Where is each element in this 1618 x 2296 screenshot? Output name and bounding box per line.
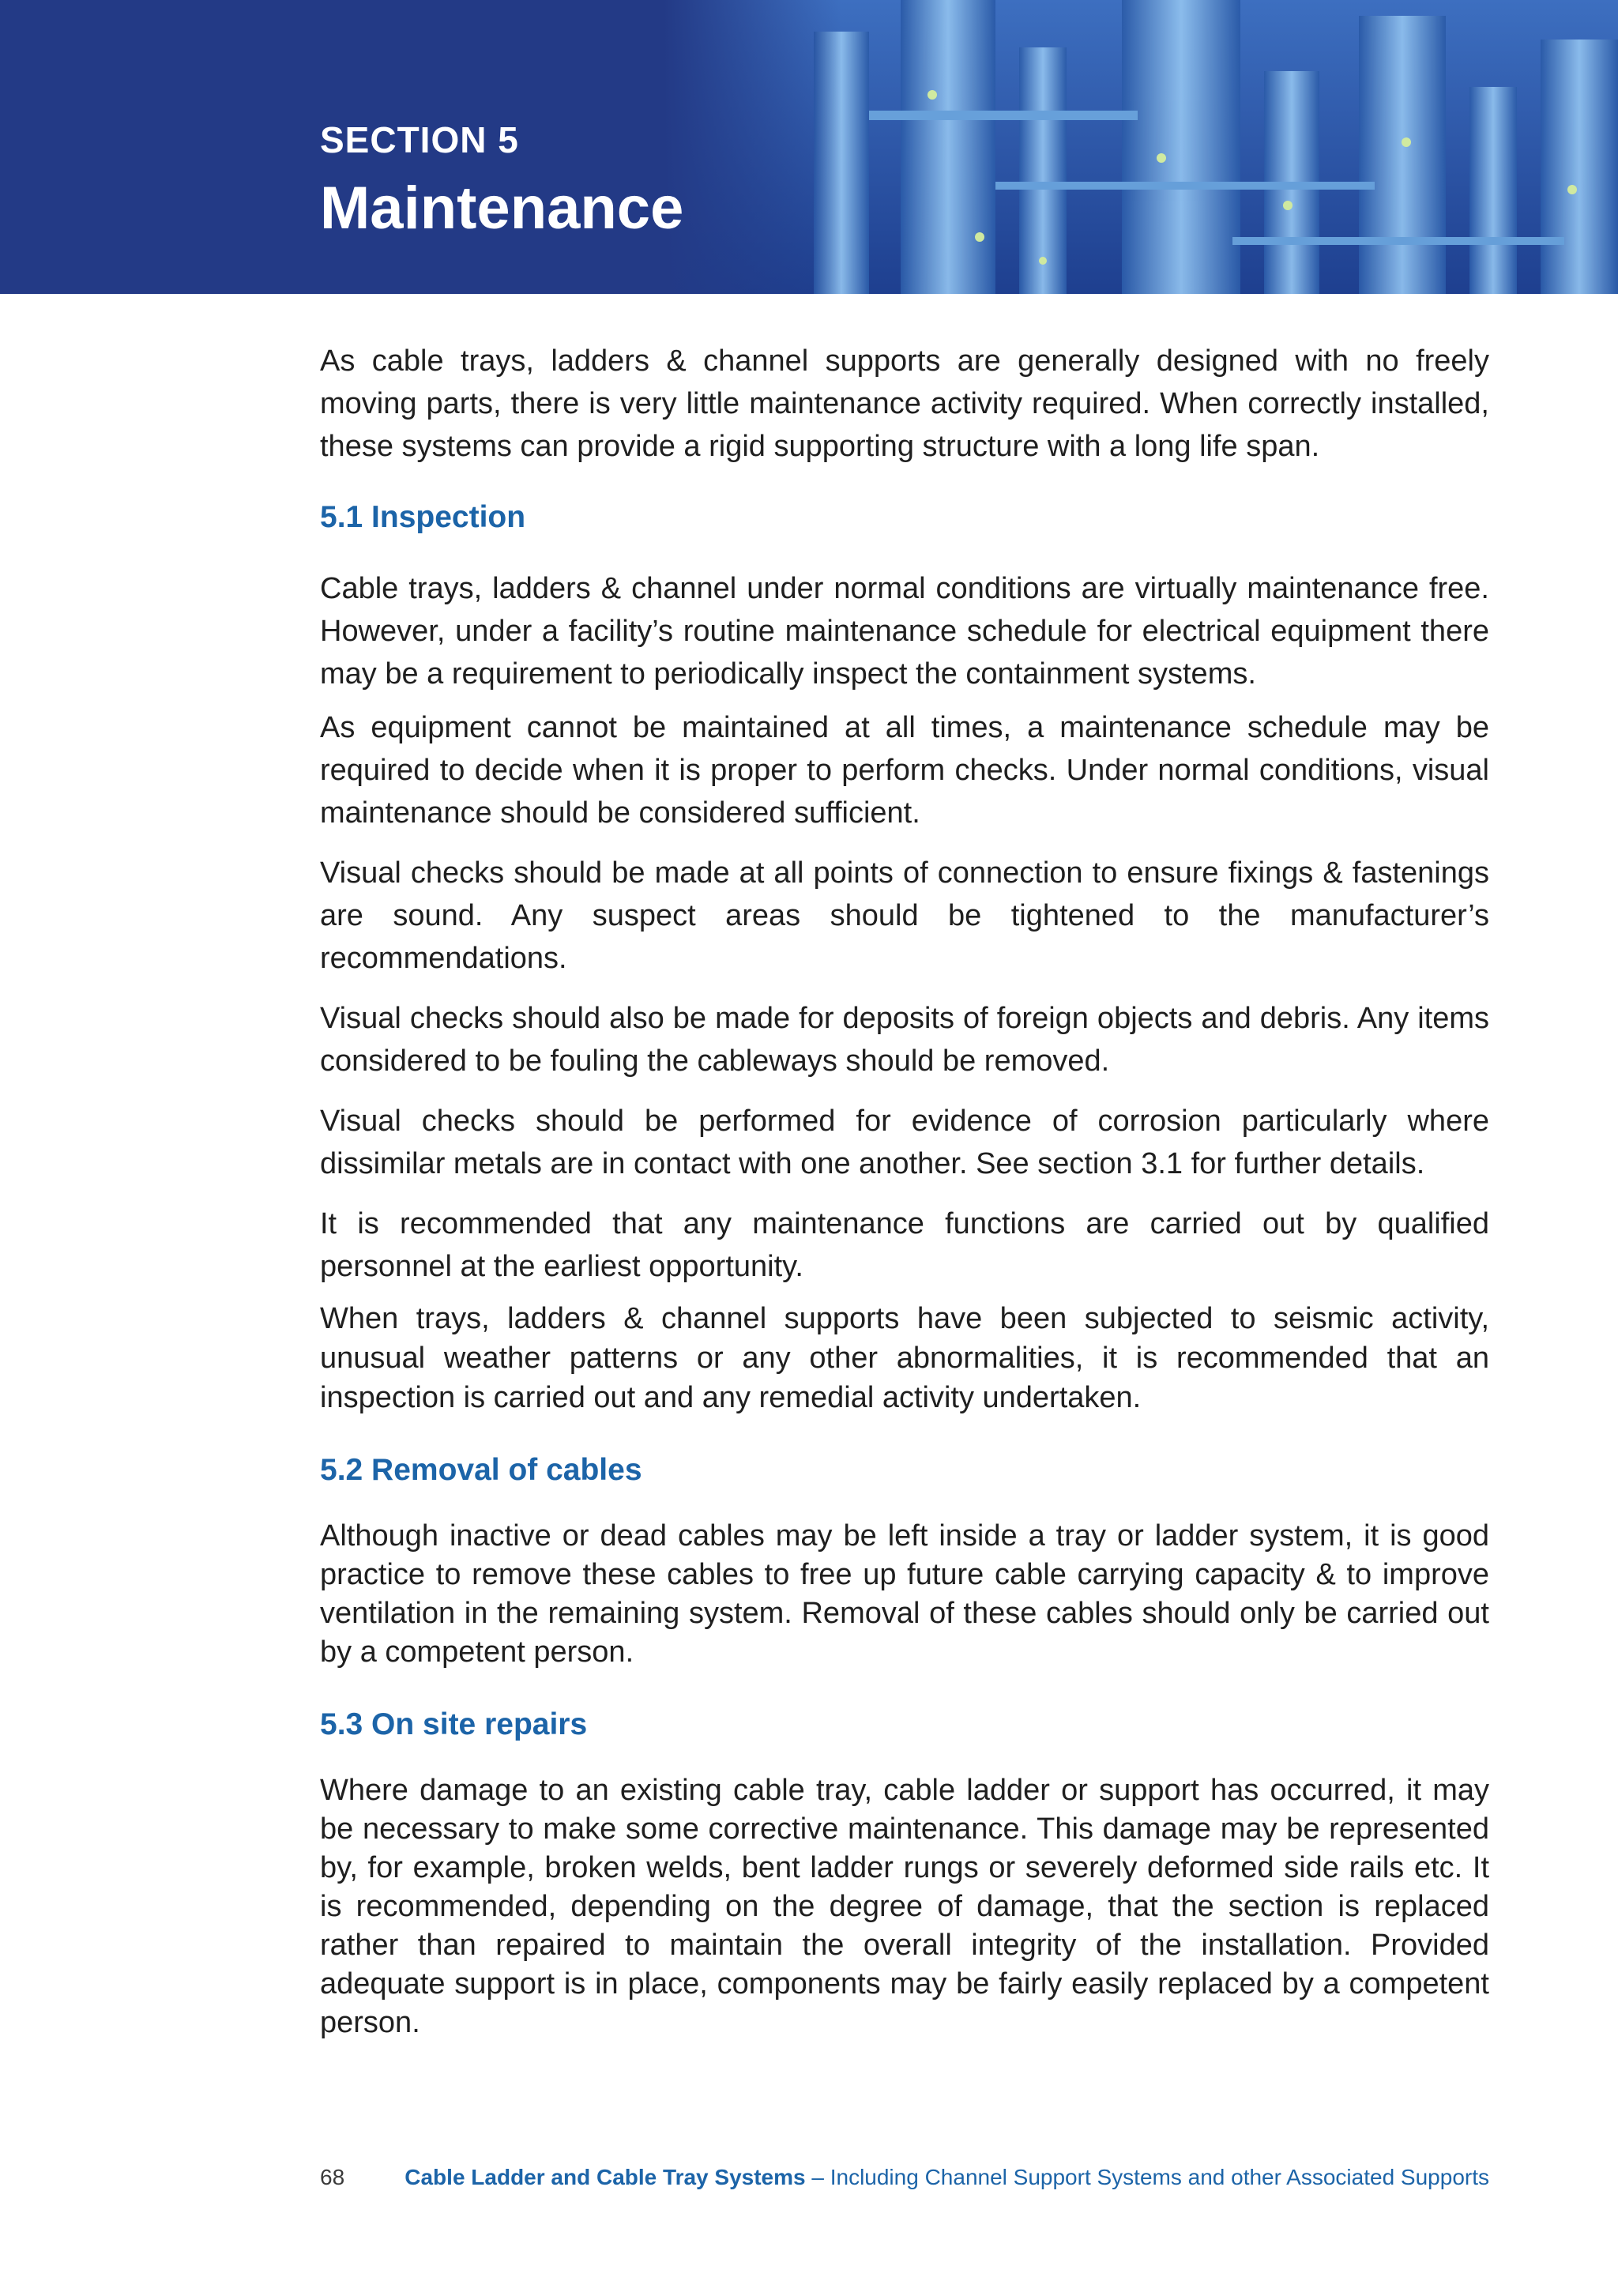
- paragraph: Although inactive or dead cables may be left inside a tray or ladder system, it is good practice to remove these cables to free up future cable carrying capacity & to improve ventilation in the remaining system. Removal of these cables should only be carried out by a competent person.: [320, 1519, 1489, 1669]
- paragraph: Visual checks should be performed for evidence of corrosion particularly where dissimilar metals are in contact with one another. See section 3.1 for further details.: [320, 1105, 1489, 1180]
- footer-title: [404, 2162, 1489, 2193]
- heading-inspection: 5.1 Inspection: [320, 500, 526, 534]
- paragraph: Visual checks should also be made for deposits of foreign objects and debris. Any items considered to be fouling the cableways should be removed.: [320, 1002, 1489, 1078]
- page-title: Maintenance: [320, 175, 684, 242]
- paragraph: As equipment cannot be maintained at all times, a maintenance schedule may be required to decide when it is proper to perform checks. Under normal conditions, visual maintenance should be considered sufficient.: [320, 711, 1489, 830]
- content: [320, 340, 1489, 2042]
- book-subtitle: – Including Channel Support Systems and other Associated Supports: [811, 2165, 1489, 2189]
- page-number: 68: [320, 2165, 345, 2189]
- page-footer: [320, 2162, 1489, 2193]
- refinery-photo: [0, 0, 1618, 294]
- heading-removal-of-cables: 5.2 Removal of cables: [320, 1453, 642, 1487]
- paragraph: When trays, ladders & channel supports have been subjected to seismic activity, unusual weather patterns or any other abnormalities, it is recommended that an inspection is carried out and any remedial activity undertaken.: [320, 1302, 1489, 1414]
- section-label: SECTION 5: [320, 119, 519, 160]
- section-banner: [0, 0, 1618, 294]
- paragraph: It is recommended that any maintenance functions are carried out by qualified personnel at the earliest opportunity.: [320, 1207, 1489, 1283]
- paragraph: Where damage to an existing cable tray, cable ladder or support has occurred, it may be necessary to make some corrective maintenance. This damage may be represented by, for example, broken welds, bent ladder rungs or severely deformed side rails etc. It is recommended, depending on the degree of damage, that the section is replaced rather than repaired to maintain the overall integrity of the installation. Provided adequate support is in place, components may be fairly easily replaced by a competent person.: [320, 1774, 1489, 2039]
- book-title: Cable Ladder and Cable Tray Systems: [404, 2165, 806, 2189]
- paragraph: Visual checks should be made at all points of connection to ensure fixings & fastenings are sound. Any suspect areas should be tightened to the manufacturer’s recommendations.: [320, 856, 1489, 975]
- heading-on-site-repairs: 5.3 On site repairs: [320, 1707, 588, 1741]
- intro-paragraph: As cable trays, ladders & channel supports are generally designed with no freely moving parts, there is very little maintenance activity required. When correctly installed, these systems can provide a rigid supporting structure with a long life span.: [320, 344, 1489, 463]
- paragraph: Cable trays, ladders & channel under normal conditions are virtually maintenance free. However, under a facility’s routine maintenance schedule for electrical equipment there may be a requirement to periodically inspect the containment systems.: [320, 572, 1489, 691]
